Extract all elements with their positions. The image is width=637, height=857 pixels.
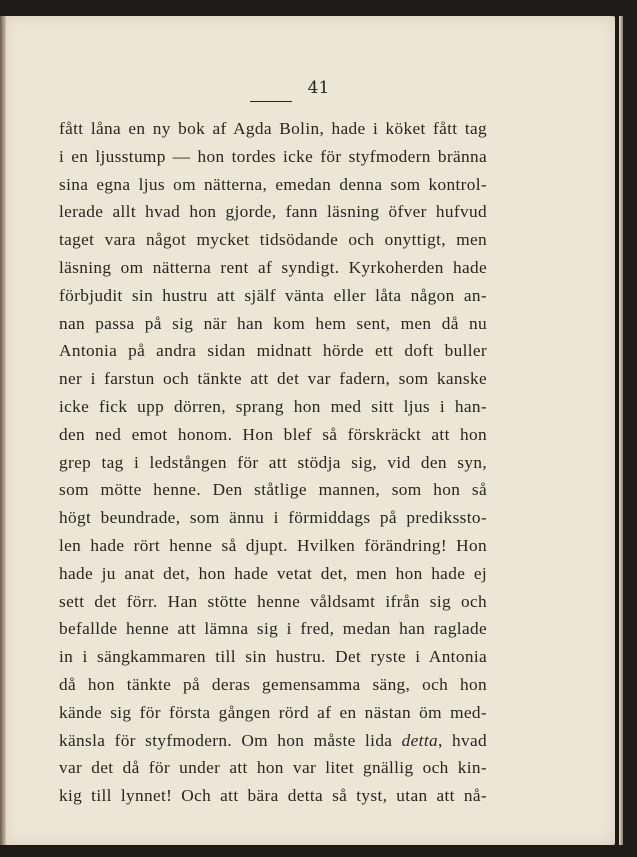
text-line: i en ljusstump — hon tordes icke för styfmodern bränna (59, 146, 487, 166)
text-line: len hade rört henne så djupt. Hvilken förändring! Hon (59, 535, 487, 555)
page-fore-edge (619, 16, 623, 845)
spine-edge (0, 16, 6, 845)
text-segment: , hvad (437, 730, 487, 750)
text-line: taget vara något mycket tidsödande och onyttigt, men (59, 230, 487, 250)
text-line: som mötte henne. Den ståtlige mannen, som hon så (59, 480, 487, 500)
text-line: då hon tänkte på deras gemensamma säng, och hon (59, 674, 487, 694)
text-line: kig till lynnet! Och att bära detta så tyst, utan att nå- (59, 786, 487, 806)
text-line: lerade allt hvad hon gjorde, fann läsning öfver hufvud (59, 202, 487, 222)
text-line: var det då för under att hon var litet gnällig och kin- (59, 758, 487, 778)
page-number: 41 (307, 78, 330, 98)
text-segment: känsla för styfmodern. Om hon måste lida (59, 730, 393, 750)
text-line: högt beundrade, som ännu i förmiddags på predikssto- (59, 508, 487, 528)
text-line: grep tag i ledstången för att stödja sig, vid den syn, (59, 452, 487, 472)
text-line: sina egna ljus om nätterna, emedan denna som kontrol- (59, 174, 487, 194)
body-text (59, 115, 487, 810)
text-line: Antonia på andra sidan midnatt hörde ett doft buller (59, 341, 487, 361)
text-line: in i sängkammaren till sin hustru. Det ryste i Antonia (59, 647, 487, 667)
text-line: läsning om nätterna rent af syndigt. Kyrkoherden hade (59, 257, 487, 277)
text-line: fått låna en ny bok af Agda Bolin, hade i köket fått tag (59, 119, 487, 138)
text-line: kände sig för första gången rörd af en nästan öm med- (59, 702, 487, 722)
text-line: ner i farstun och tänkte att det var fadern, som kanske (59, 369, 487, 389)
page-number-rule (250, 101, 292, 102)
text-line: den ned emot honom. Hon blef så förskräckt att hon (59, 424, 487, 444)
text-line: hade ju anat det, hon hade vetat det, men hon hade ej (59, 563, 487, 583)
text-line: förbjudit sin hustru att själf vänta eller låta någon an- (59, 285, 487, 305)
text-line: sett det förr. Han stötte henne våldsamt ifrån sig och (59, 591, 487, 611)
text-line: icke fick upp dörren, sprang hon med sitt ljus i han- (59, 396, 487, 416)
italic-word: detta (401, 730, 438, 750)
text-line: befallde henne att lämna sig i fred, medan han raglade (59, 619, 487, 639)
text-line-with-italic (59, 727, 487, 755)
text-line: nan passa på sig när han kom hem sent, men då nu (59, 313, 487, 333)
